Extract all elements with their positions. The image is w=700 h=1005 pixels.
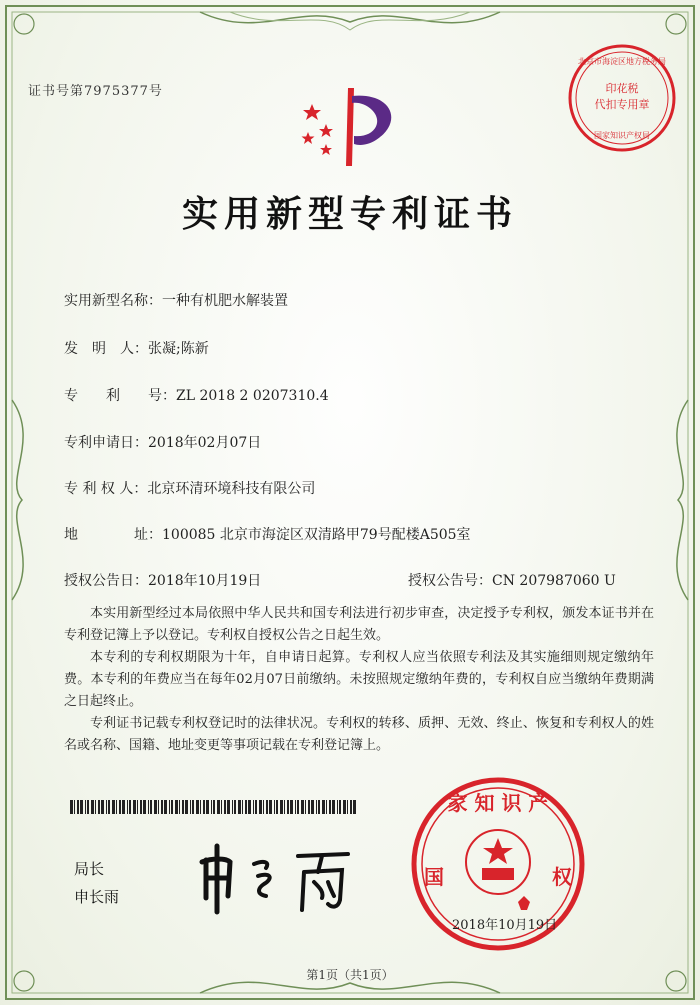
svg-text:代扣专用章: 代扣专用章 bbox=[594, 98, 650, 111]
name-value: 一种有机肥水解装置 bbox=[162, 293, 288, 309]
grant-number-value: CN 207987060 U bbox=[492, 573, 616, 589]
patentee-value: 北京环清环境科技有限公司 bbox=[147, 481, 316, 497]
certificate-number: 证书号第7975377号 bbox=[28, 84, 163, 99]
seal-date: 2018年10月19日 bbox=[452, 918, 558, 933]
grant-date-value: 2018年10月19日 bbox=[148, 573, 262, 589]
legal-text bbox=[64, 603, 654, 757]
patent-number-value: ZL 2018 2 0207310.4 bbox=[176, 388, 329, 404]
barcode-icon bbox=[70, 800, 360, 814]
paragraph-3: 专利证书记载专利权登记时的法律状况。专利权的转移、质押、无效、终止、恢复和专利权人的姓名或名称、国籍、地址变更等事项记载在专利登记簿上。 bbox=[64, 716, 654, 753]
grant-date-label: 授权公告日： bbox=[64, 573, 148, 589]
patent-number-row bbox=[64, 385, 329, 405]
signature-icon bbox=[192, 838, 362, 918]
svg-text:国家知识产权局: 国家知识产权局 bbox=[594, 131, 650, 140]
application-date-label: 专利申请日： bbox=[64, 435, 148, 451]
patentee-row bbox=[64, 478, 315, 498]
grant-number-label: 授权公告号： bbox=[408, 573, 492, 589]
page-title: 实用新型专利证书 bbox=[181, 193, 518, 235]
address-label: 地 址： bbox=[64, 527, 162, 543]
inventor-row bbox=[64, 338, 209, 358]
cnipa-logo-icon bbox=[292, 78, 408, 170]
address-row bbox=[64, 524, 471, 544]
svg-text:家 知 识 产: 家 知 识 产 bbox=[447, 791, 549, 815]
grant-date-row bbox=[64, 570, 261, 590]
grant-number-row bbox=[408, 570, 616, 590]
name-label: 实用新型名称： bbox=[64, 293, 162, 309]
application-date-value: 2018年02月07日 bbox=[148, 435, 262, 451]
address-value: 100085 北京市海淀区双清路甲79号配楼A505室 bbox=[162, 527, 471, 543]
paragraph-1: 本实用新型经过本局依照中华人民共和国专利法进行初步审查，决定授予专利权，颁发本证书并在专利登记簿上予以登记。专利权自授权公告之日起生效。 bbox=[64, 606, 654, 643]
director-title: 局长 bbox=[74, 860, 105, 878]
director-name: 申长雨 bbox=[74, 888, 120, 906]
tax-stamp-icon bbox=[566, 42, 678, 154]
svg-text:国: 国 bbox=[424, 865, 444, 889]
utility-model-name-row bbox=[64, 290, 288, 310]
svg-text:印花税: 印花税 bbox=[605, 82, 639, 95]
inventor-value: 张凝;陈新 bbox=[148, 341, 209, 357]
paragraph-2: 本专利的专利权期限为十年，自申请日起算。专利权人应当依照专利法及其实施细则规定缴纳年费。本专利的年费应当在每年02月07日前缴纳。未按照规定缴纳年费的，专利权自应当缴纳年费期满之日起终止。 bbox=[64, 650, 654, 709]
svg-text:北京市海淀区地方税务局: 北京市海淀区地方税务局 bbox=[578, 57, 666, 66]
page-number: 第1页（共1页） bbox=[306, 968, 394, 982]
application-date-row bbox=[64, 432, 261, 452]
patent-number-label: 专 利 号： bbox=[64, 388, 176, 404]
patentee-label: 专 利 权 人： bbox=[64, 481, 148, 497]
svg-text:权: 权 bbox=[552, 865, 572, 889]
inventor-label: 发 明 人： bbox=[64, 341, 148, 357]
